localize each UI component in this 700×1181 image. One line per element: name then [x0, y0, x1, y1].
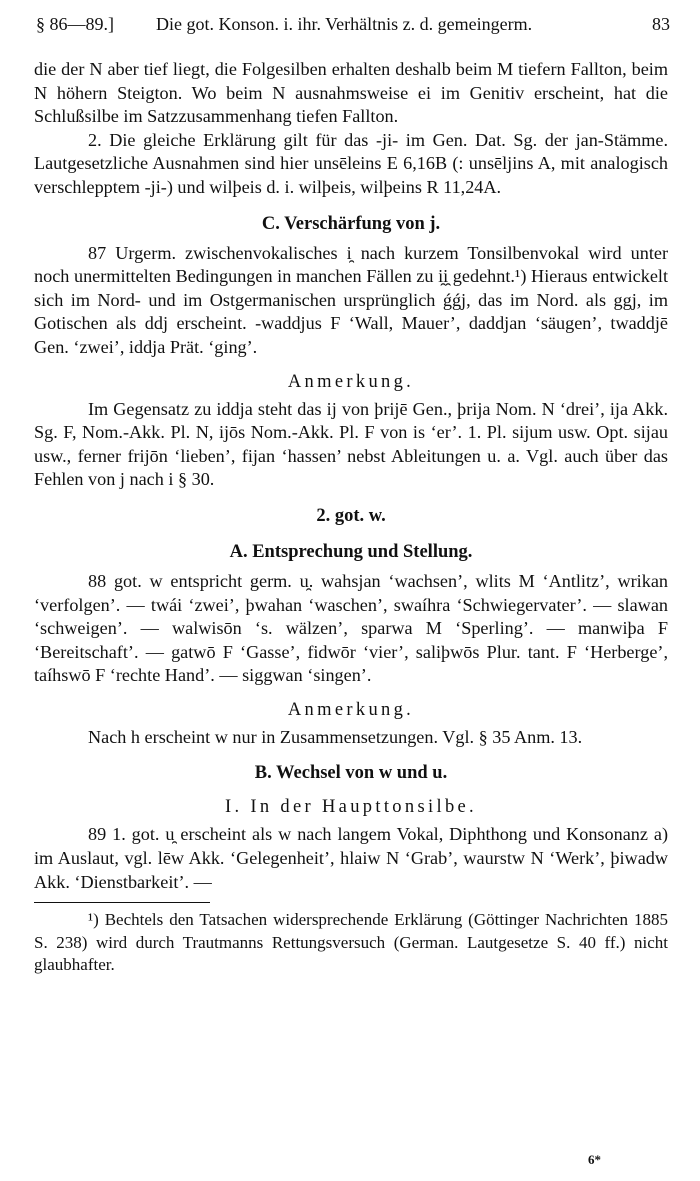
paragraph-88: 88 got. w entspricht germ. u̯. wahsjan ‘wachsen’, wlits M ‘Antlitz’, wrikan ‘verfolgen’. — twái ‘zwei’, þwahan ‘waschen’, swaíhra ‘Schwiegervater’. — slawan ‘schweigen’. — walwisōn ‘s. wälzen’, sparwa M ‘Sperling’. — manwiþa F ‘Bereitschaft’. — gatwō F ‘Gasse’, fidwōr ‘vier’, saliþwōs Plur. tant. F ‘Herberge’, taíhswō F ‘rechte Hand’. — siggwan ‘singen’.: [34, 570, 668, 686]
header-title: Die got. Konson. i. ihr. Verhältnis z. d. gemeingerm.: [156, 14, 533, 34]
paragraph-continuation: die der N aber tief liegt, die Folgesilben erhalten deshalb beim M tiefern Fallton, beim N höhern Steigton. Wo beim N ausnahmsweise ei im Genitiv erscheint, hat die Schlußsilbe im Satzzusammenhang tiefen Fallton.: [34, 59, 668, 127]
heading-entsprechung: A. Entsprechung und Stellung.: [229, 541, 473, 562]
running-header: [36, 14, 670, 40]
page-number: 83: [652, 14, 670, 34]
heading-anmerkung-2: Anmerkung.: [287, 699, 415, 720]
header-section-range: § 86—89.]: [36, 14, 114, 34]
paragraph-anmerkung-1: Im Gegensatz zu iddja steht das ij von þrijē Gen., þrija Nom. N ‘drei’, ija Akk. Sg. F, Nom.-Akk. Pl. N, ijōs Nom.-Akk. Pl. F von is ‘er’. 1. Pl. sijum usw. Opt. sijau usw., ferner frijōn ‘lieben’, fijan ‘hassen’ nebst Ableitungen u. a. Vgl. auch über das Fehlen von j nach i § 30.: [34, 398, 668, 490]
heading-wechsel: B. Wechsel von w und u.: [254, 763, 448, 784]
footnote-rule: [34, 902, 210, 903]
paragraph-jan-staemme: 2. Die gleiche Erklärung gilt für das -ji- im Gen. Dat. Sg. der jan-Stämme. Lautgesetzliche Ausnahmen sind hier unsēleins E 6,16B (: unsēljins A, mit analogisch verschlepptem -ji-) und wilþeis d. i. wilþeis, wilþeins R 11,24A.: [34, 129, 668, 197]
paragraph-87: 87 Urgerm. zwischenvokalisches i̯ nach kurzem Tonsilbenvokal wird unter noch unermittelten Bedingungen in manchen Fällen zu i̯i̯ gedehnt.¹) Hieraus entwickelt sich im Nord- und im Ostgermanischen ursprünglich ǵǵj, das im Nord. als ggj, im Gotischen als ddj erscheint. -waddjus F ‘Wall, Mauer’, daddjan ‘säugen’, twaddjē Gen. ‘zwei’, iddja Prät. ‘ging’.: [34, 242, 668, 357]
body-text: [34, 58, 668, 977]
footnote: ¹) Bechtels den Tatsachen widersprechende Erklärung (Göttinger Nachrichten 1885 S. 238) wird durch Trautmanns Rettungsversuch (German. Lautgesetze S. 40 ff.) nicht glaubhafter.: [34, 910, 668, 975]
paragraph-anmerkung-2: Nach h erscheint w nur in Zusammensetzungen. Vgl. § 35 Anm. 13.: [88, 726, 583, 747]
heading-haupttonsilbe: I. In der Haupttonsilbe.: [224, 797, 478, 818]
heading-anmerkung-1: Anmerkung.: [287, 371, 415, 392]
heading-got-w: 2. got. w.: [316, 505, 386, 526]
paragraph-89: 89 1. got. u̯ erscheint als w nach langem Vokal, Diphthong und Konsonanz a) im Auslaut, vgl. lēw Akk. ‘Gelegenheit’, hlaiw N ‘Grab’, waurstw N ‘Werk’, þiwadw Akk. ‘Dienstbarkeit’. —: [34, 824, 668, 892]
signature-mark: 6*: [588, 1152, 601, 1167]
heading-verschaerfung: C. Verschärfung von j.: [261, 213, 441, 234]
